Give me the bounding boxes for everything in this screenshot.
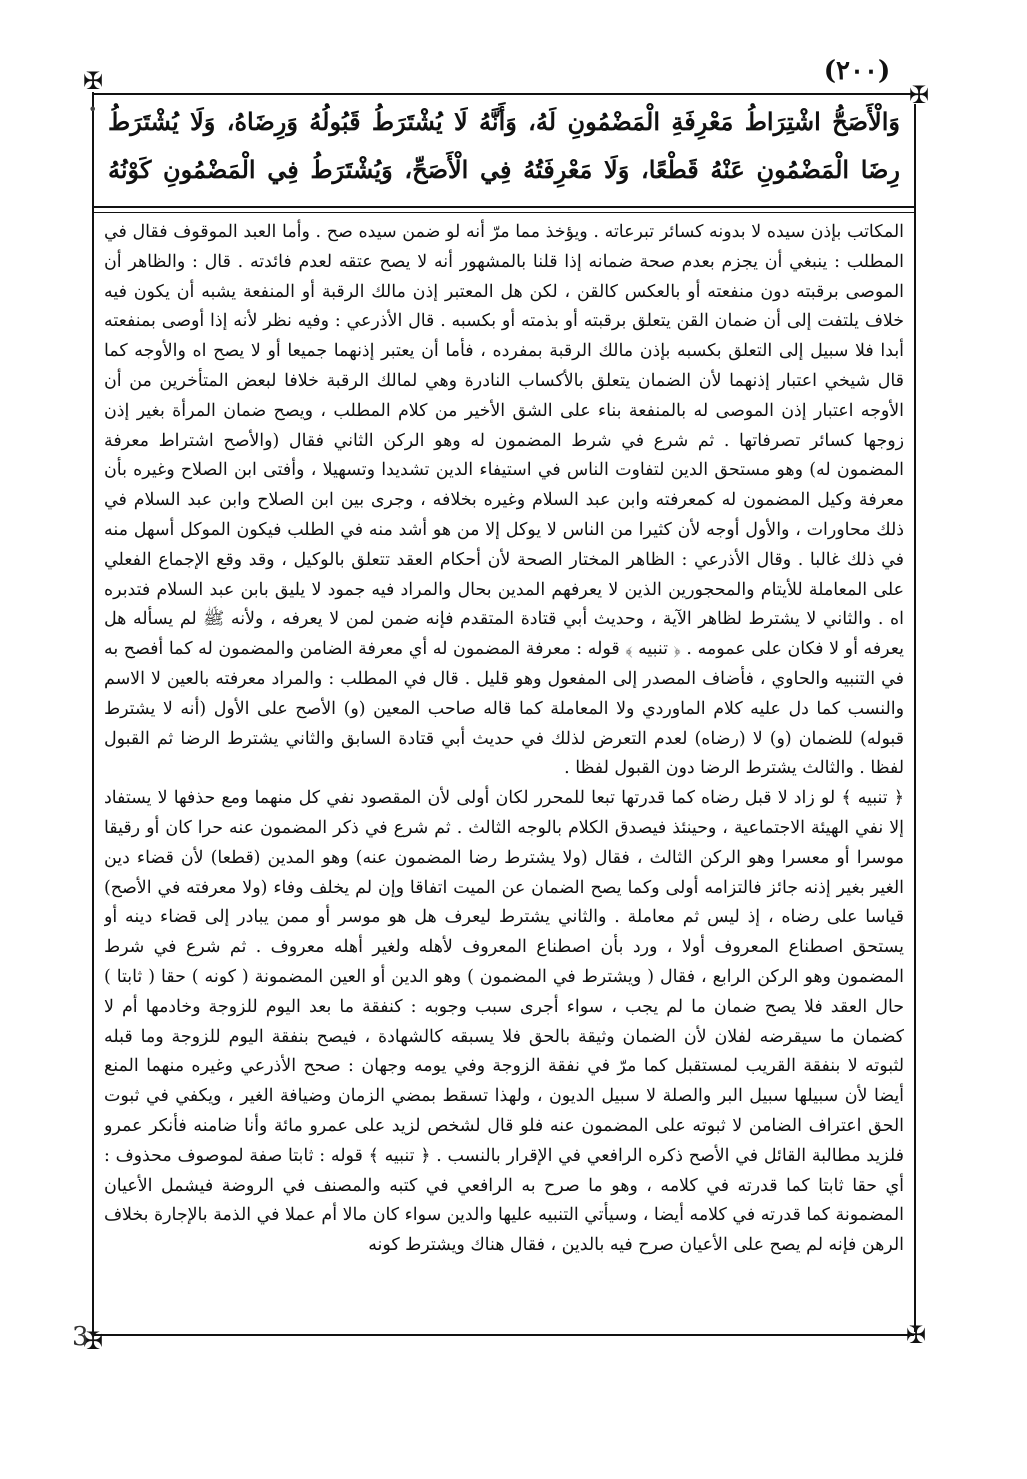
margin-dot-mark: • (88, 100, 98, 119)
corner-ornament-icon: ✠ (82, 67, 104, 95)
matn-separator-rule (92, 206, 914, 213)
corner-ornament-icon: ✠ (905, 1321, 927, 1349)
matn-text: وَالْأَصَحُّ اشْتِرَاطُ مَعْرِفَةِ الْمَضْمُونِ لَهُ، وَأَنَّهُ لَا يُشْتَرَطُ قَبُولُهُ وَرِضَاهُ، وَلَا يُشْتَرَطُ رِضَا الْمَضْمُونِ عَنْهُ قَطْعًا، وَلَا مَعْرِفَتُهُ فِي الْأَصَحِّ، وَيُشْتَرَطُ فِي الْمَضْمُونِ كَوْنُهُ (108, 107, 900, 184)
page-number: (٢٠٠) (823, 56, 891, 86)
margin-edge-mark: 3 (72, 1322, 89, 1352)
corner-ornament-icon: ✠ (908, 81, 930, 109)
matn-text-block (108, 98, 900, 202)
frame-top-border (92, 93, 912, 95)
corner-ornament-icon: ✠ (82, 1327, 104, 1355)
frame-left-border (92, 92, 94, 1332)
commentary-paragraph: المكاتب بإذن سيده لا بدونه كسائر تبرعاته . ويؤخذ مما مرّ أنه لو ضمن سيده صح . وأما العبد الموقوف فقال في المطلب : ينبغي أن يجزم بعدم صحة ضمانه إذا قلنا بالمشهور أنه لا يصح عتقه لعدم فائدته . قال : والظاهر أن الموصى برقبته دون منفعته أو بالعكس كالقن ، لكن هل المعتبر إذن مالك الرقبة أو المنفعة يشبه أن يكون فيه خلاف يلتفت إلى أن ضمان القن يتعلق برقبته أو بذمته أو بكسبه . قال الأذرعي : وفيه نظر لأنه إذا أوصى بمنفعته أبدا فلا سبيل إلى التعلق بكسبه بإذن مالك الرقبة بمفرده ، فأما أن يعتبر إذنهما جميعا أو لا يصح اه والأوجه كما قال شيخي اعتبار إذنهما لأن الضمان يتعلق بالأكساب النادرة وهي لمالك الرقبة خلافا لبعض المتأخرين من أن الأوجه اعتبار إذن الموصى له بالمنفعة بناء على الشق الأخير من كلام المطلب ، ويصح ضمان المرأة بغير إذن زوجها كسائر تصرفاتها . ثم شرع في شرط المضمون له وهو الركن الثاني فقال (والأصح اشتراط معرفة المضمون له) وهو مستحق الدين لتفاوت الناس في استيفاء الدين تشديدا وتسهيلا ، وأفتى ابن الصلاح وغيره بأن معرفة وكيل المضمون له كمعرفته وابن عبد السلام وغيره بخلافه ، وجرى بين ابن الصلاح وابن عبد السلام في ذلك محاورات ، والأول أوجه لأن كثيرا من الناس لا يوكل إلا من هو أشد منه في الطلب فيكون الموكل أسهل منه في ذلك غالبا . وقال الأذرعي : الظاهر المختار الصحة لأن أحكام العقد تتعلق بالوكيل ، وقد وقع الإجماع الفعلي على المعاملة للأيتام والمحجورين الذين لا يعرفهم المدين بحال والمراد فيه جمود لا يليق بابن عبد السلام فتدبره اه . والثاني لا يشترط لظاهر الآية ، وحديث أبي قتادة المتقدم فإنه ضمن لمن لا يعرفه ، ولأنه ﷺ لم يسأله هل يعرفه أو لا فكان على عمومه . ﴿ تنبيه ﴾ قوله : معرفة المضمون له أي معرفة الضامن والمضمون له كما أفصح به في التنبيه والحاوي ، فأضاف المصدر إلى المفعول وهو قليل . قال في المطلب : والمراد معرفته بالعين لا الاسم والنسب كما دل عليه كلام الماوردي ولا المعاملة كما قاله صاحب المعين (و) الأصح على الأول (أنه لا يشترط قبوله) للضمان (و) لا (رضاه) لعدم التعرض لذلك في حديث أبي قتادة السابق والثاني يشترط الرضا ثم القبول لفظا . والثالث يشترط الرضا دون القبول لفظا . (104, 222, 904, 779)
commentary-text-block (104, 218, 904, 1322)
frame-bottom-border (92, 1334, 914, 1336)
commentary-paragraph: ﴿ تنبيه ﴾ لو زاد لا قبل رضاه كما قدرتها تبعا للمحرر لكان أولى لأن المقصود نفي كل منهما ومع حذفها لا يستفاد إلا نفي الهيئة الاجتماعية ، وحينئذ فيصدق الكلام بالوجه الثالث . ثم شرع في ذكر المضمون عنه حرا كان أو رقيقا موسرا أو معسرا وهو الركن الثالث ، فقال (ولا يشترط رضا المضمون عنه) وهو المدين (قطعا) لأن قضاء دين الغير بغير إذنه جائز فالتزامه أولى وكما يصح الضمان عن الميت اتفاقا وإن لم يخلف وفاء (ولا معرفته في الأصح) قياسا على رضاه ، إذ ليس ثم معاملة . والثاني يشترط ليعرف هل هو موسر أو ممن يبادر إلى قضاء دينه أو يستحق اصطناع المعروف أولا ، ورد بأن اصطناع المعروف لأهله ولغير أهله معروف . ثم شرع في شرط المضمون وهو الركن الرابع ، فقال ( ويشترط في المضمون ) وهو الدين أو العين المضمونة ( كونه ) حقا ( ثابتا ) حال العقد فلا يصح ضمان ما لم يجب ، سواء أجرى سبب وجوبه : كنفقة ما بعد اليوم للزوجة وخادمها أم لا كضمان ما سيقرضه لفلان لأن الضمان وثيقة بالحق فلا يسبقه كالشهادة ، فيصح بنفقة اليوم للزوجة وما قبله لثبوته لا بنفقة القريب لمستقبل كما مرّ في نفقة الزوجة وفي يومه وجهان : صحح الأذرعي وغيره منهما المنع أيضا لأن سبيلها سبيل البر والصلة لا سبيل الديون ، ولهذا تسقط بمضي الزمان وضيافة الغير ، ويكفي في ثبوت الحق اعتراف الضامن لا ثبوته على المضمون عنه فلو قال لشخص لزيد على عمرو مائة وأنا ضامنه فأنكر عمرو فلزيد مطالبة القائل في الأصح ذكره الرافعي في الإقرار بالنسب . ﴿ تنبيه ﴾ قوله : ثابتا صفة لموصوف محذوف : أي حقا ثابتا كما قدرته في كلامه ، وهو ما صرح به الرافعي في كتبه والمصنف في الروضة فيشمل الأعيان المضمونة كما قدرته في كلامه أيضا ، وسيأتي التنبيه عليها والدين سواء كان مالا أم عملا في الذمة بالإجارة بخلاف الرهن فإنه لم يصح على الأعيان صرح فيه بالدين ، فقال هناك ويشترط كونه (104, 788, 904, 1256)
frame-right-border (914, 104, 916, 1332)
